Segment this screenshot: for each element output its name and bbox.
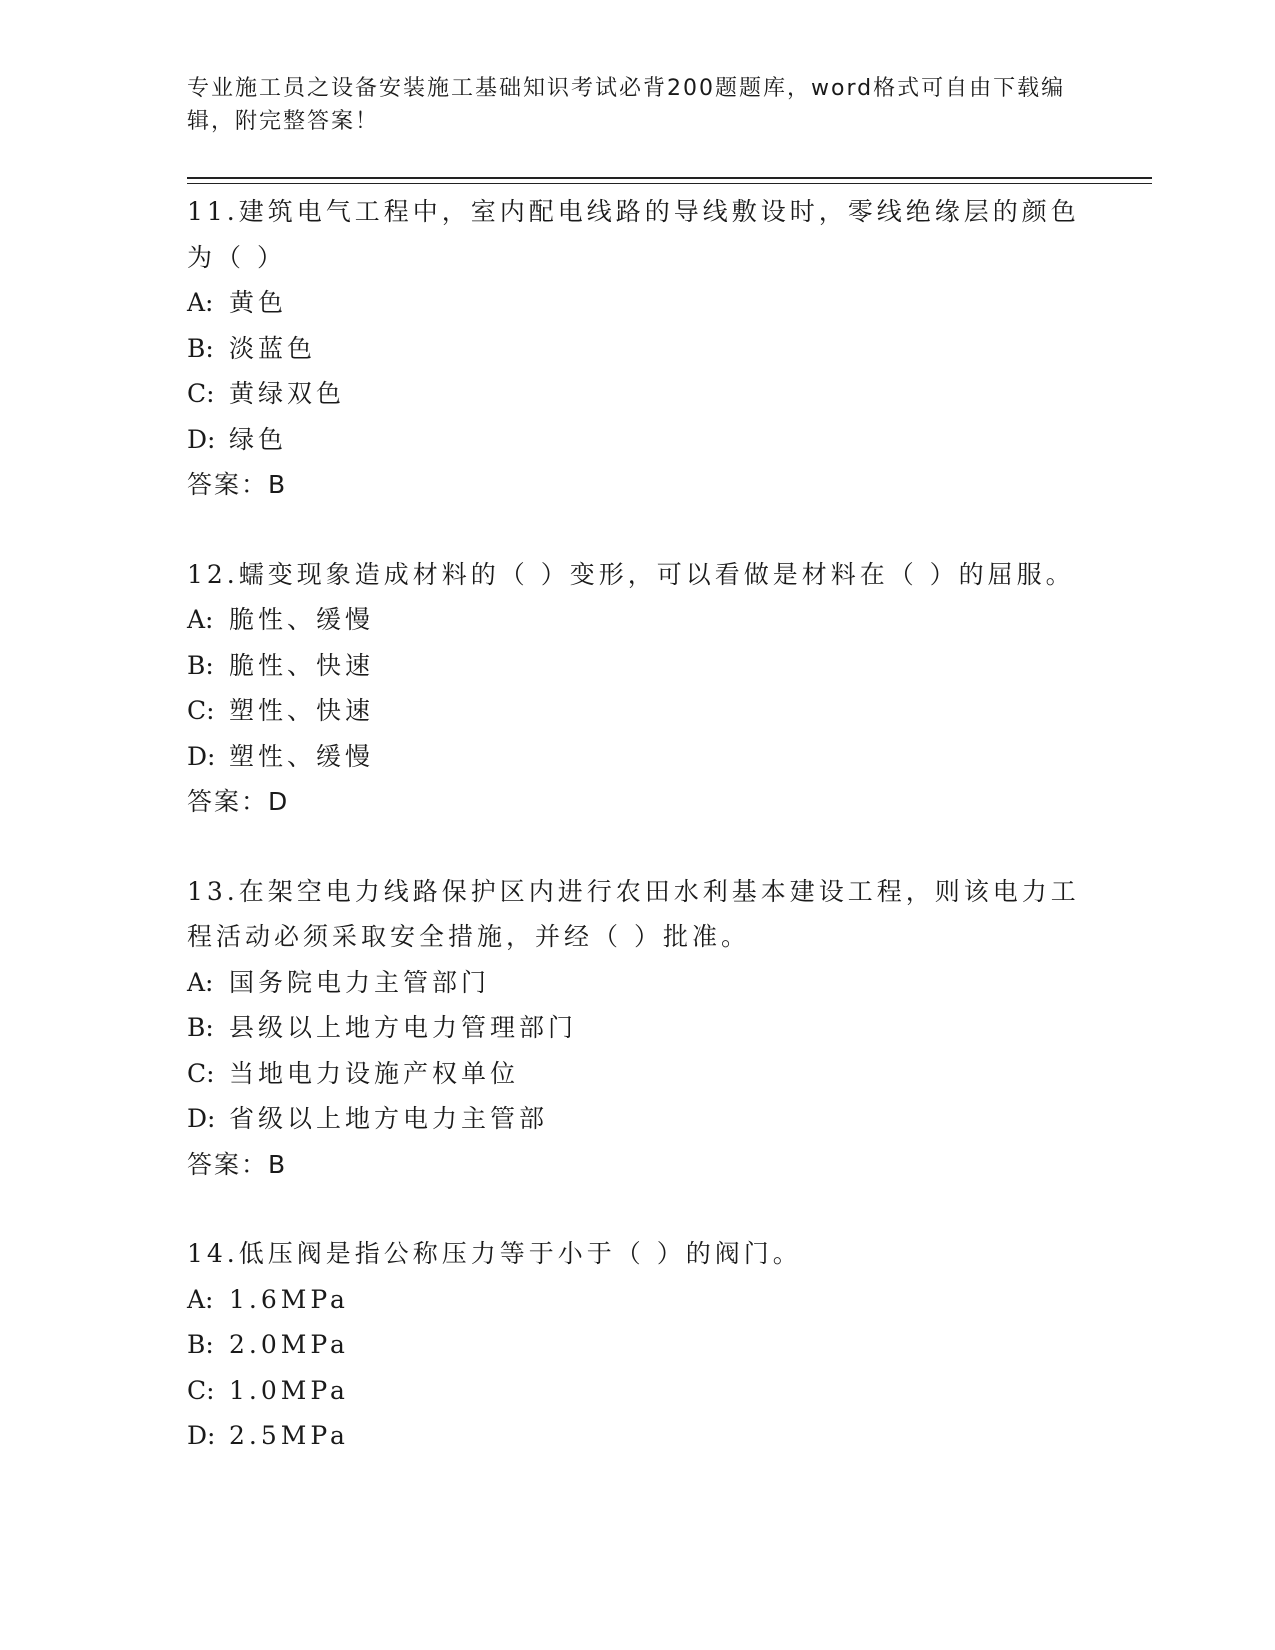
option-c <box>187 688 1087 734</box>
option-text: 国务院电力主管部门 <box>229 967 491 997</box>
document-header: 专业施工员之设备安装施工基础知识考试必背200题题库，word格式可自由下载编辑，附完整答案！ <box>187 76 1066 134</box>
option-key: C: <box>187 1058 215 1088</box>
option-text: 县级以上地方电力管理部门 <box>229 1013 578 1042</box>
option-b <box>187 643 1087 689</box>
question-stem: 12.蠕变现象造成材料的（ ）变形，可以看做是材料在（ ）的屈服。 <box>187 559 1075 589</box>
option-d <box>187 1413 1087 1459</box>
option-d <box>187 1096 1087 1142</box>
option-text: 塑性、快速 <box>229 696 375 725</box>
question-14 <box>187 1231 1087 1459</box>
option-key: D: <box>187 424 216 454</box>
option-c <box>187 371 1087 417</box>
answer-line: 答案：B <box>187 1149 288 1179</box>
answer-line: 答案：B <box>187 470 288 499</box>
option-a <box>187 1277 1087 1323</box>
option-key: D: <box>187 1421 216 1450</box>
option-key: B: <box>187 1013 214 1042</box>
option-text: 1.0MPa <box>229 1375 349 1405</box>
option-key: B: <box>187 650 214 680</box>
option-text: 淡蓝色 <box>229 333 317 363</box>
option-text: 绿色 <box>229 424 288 454</box>
option-text: 黄色 <box>229 288 288 317</box>
question-stem: 13.在架空电力线路保护区内进行农田水利基本建设工程，则该电力工程活动必须采取安全措施，并经（ ）批准。 <box>187 876 1080 951</box>
question-stem: 11.建筑电气工程中，室内配电线路的导线敷设时，零线绝缘层的颜色为（ ） <box>187 197 1080 272</box>
option-key: A: <box>187 967 214 997</box>
option-d <box>187 417 1087 463</box>
option-a <box>187 597 1087 643</box>
option-text: 脆性、缓慢 <box>229 605 375 634</box>
option-key: B: <box>187 1330 214 1359</box>
option-text: 2.5MPa <box>229 1421 349 1450</box>
answer-line: 答案：D <box>187 787 290 816</box>
header-divider-thin <box>187 183 1152 184</box>
option-key: C: <box>187 1375 215 1405</box>
option-c <box>187 1051 1087 1097</box>
question-list <box>187 189 1087 1459</box>
option-text: 当地电力设施产权单位 <box>229 1058 520 1088</box>
option-key: C: <box>187 696 215 725</box>
option-c <box>187 1368 1087 1414</box>
option-key: B: <box>187 333 214 363</box>
option-text: 2.0MPa <box>229 1330 349 1359</box>
option-key: D: <box>187 1104 216 1133</box>
option-key: A: <box>187 1284 214 1314</box>
question-13 <box>187 869 1087 1188</box>
question-12 <box>187 552 1087 825</box>
option-text: 黄绿双色 <box>229 379 346 408</box>
option-b <box>187 1322 1087 1368</box>
option-key: A: <box>187 605 214 634</box>
option-key: A: <box>187 288 214 317</box>
option-text: 1.6MPa <box>229 1284 349 1314</box>
option-key: C: <box>187 379 215 408</box>
question-stem: 14.低压阀是指公称压力等于小于（ ）的阀门。 <box>187 1239 802 1268</box>
option-d <box>187 734 1087 780</box>
option-a <box>187 960 1087 1006</box>
option-a <box>187 280 1087 326</box>
option-b <box>187 1005 1087 1051</box>
header-divider-thick <box>187 177 1152 179</box>
option-text: 省级以上地方电力主管部 <box>229 1104 549 1133</box>
option-b <box>187 326 1087 372</box>
option-text: 脆性、快速 <box>229 650 375 680</box>
option-key: D: <box>187 741 216 771</box>
question-11 <box>187 189 1087 508</box>
option-text: 塑性、缓慢 <box>229 741 375 771</box>
